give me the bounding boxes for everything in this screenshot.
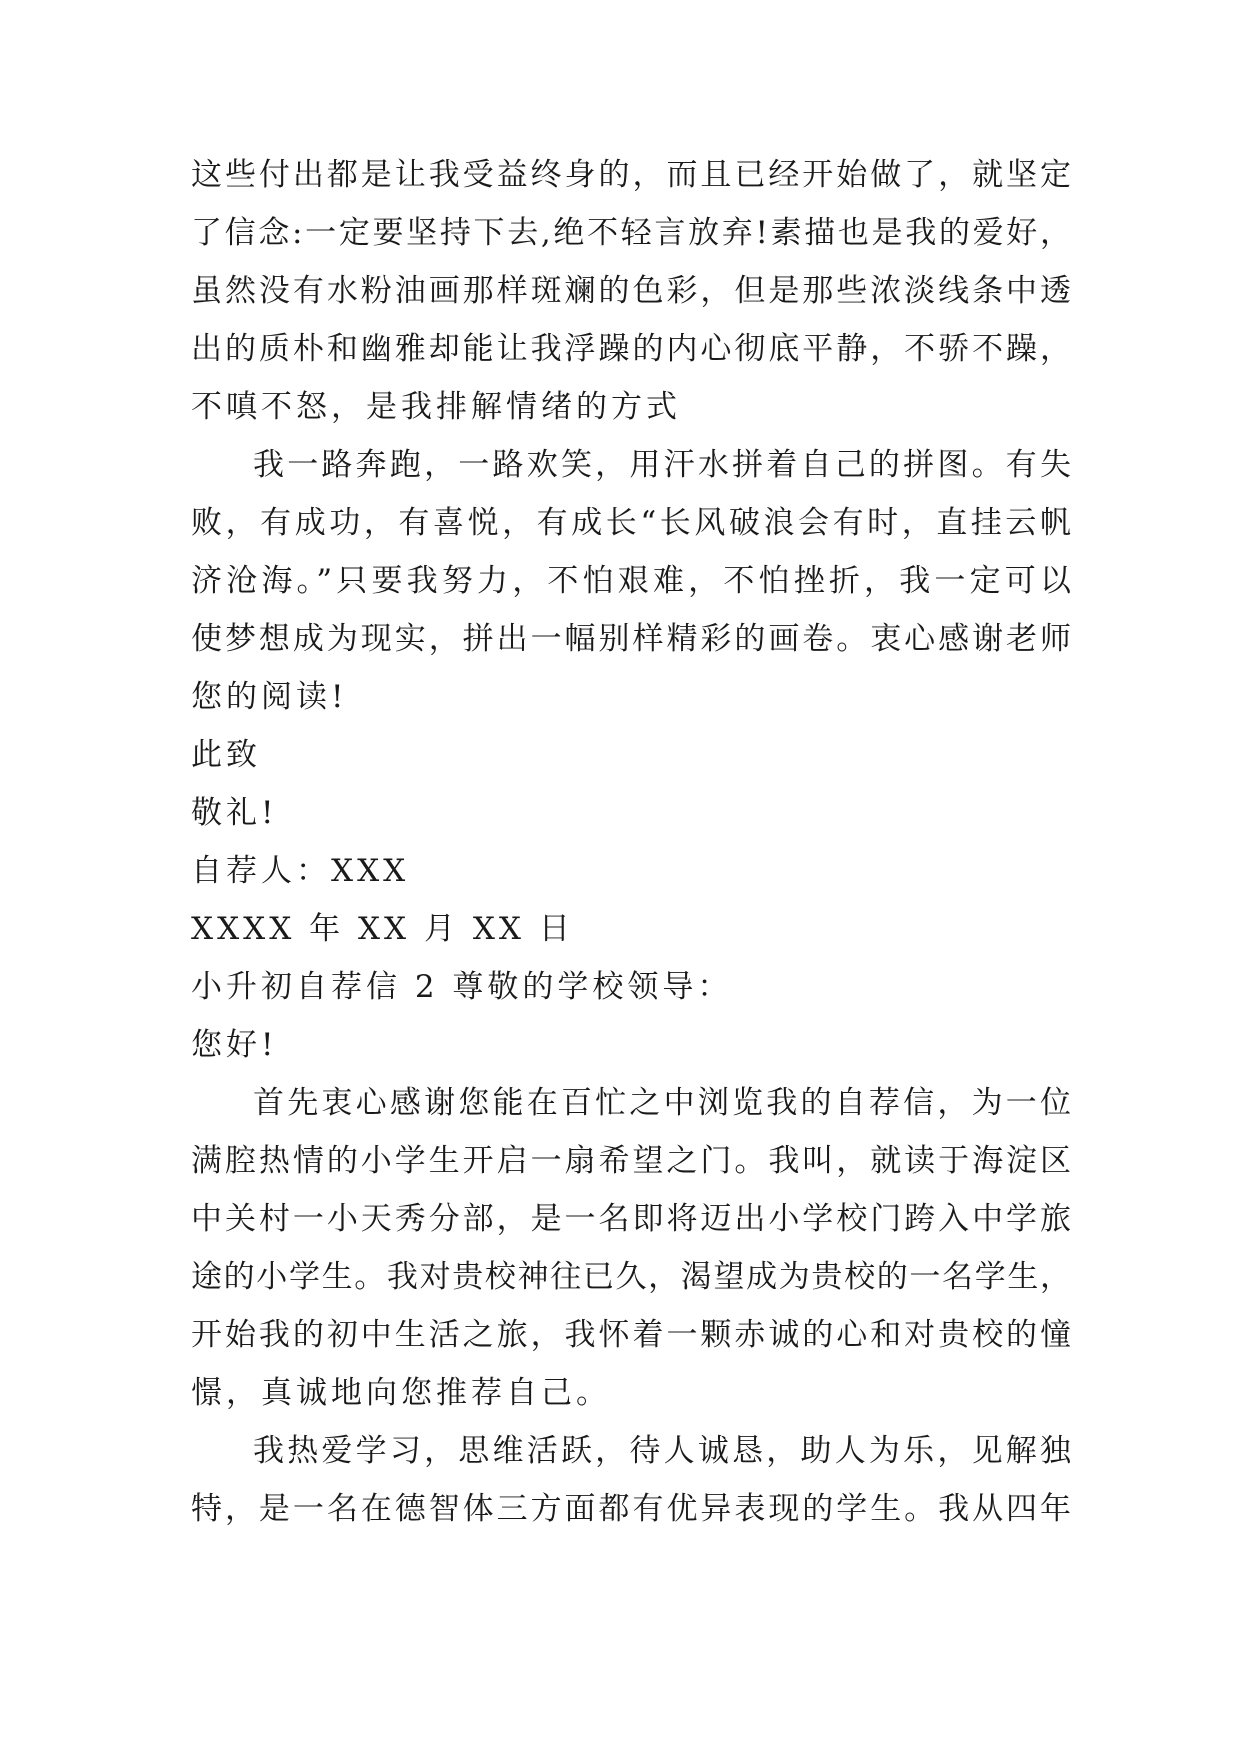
- text-line: 济沧海。”只要我努力，不怕艰难，不怕挫折，我一定可以: [191, 563, 1071, 599]
- document-page: [191, 146, 1071, 1538]
- date-line: XXXX 年 XX 月 XX 日: [191, 911, 574, 947]
- text-line: 途的小学生。我对贵校神往已久，渴望成为贵校的一名学生，: [191, 1259, 1071, 1295]
- text-line: 您的阅读!: [191, 679, 348, 715]
- paragraph-first-line: 我热爱学习，思维活跃，待人诚恳，助人为乐，见解独: [253, 1433, 1071, 1469]
- salutation-line: 敬礼!: [191, 795, 278, 831]
- text-line: 憬，真诚地向您推荐自己。: [191, 1375, 611, 1411]
- section-heading: 小升初自荐信 2 尊敬的学校领导：: [191, 969, 733, 1005]
- text-line: 出的质朴和幽雅却能让我浮躁的内心彻底平静，不骄不躁，: [191, 331, 1071, 367]
- text-line: 满腔热情的小学生开启一扇希望之门。我叫，就读于海淀区: [191, 1143, 1071, 1179]
- text-line: 这些付出都是让我受益终身的，而且已经开始做了，就坚定: [191, 157, 1071, 193]
- text-line: 了信念:一定要坚持下去,绝不轻言放弃!素描也是我的爱好，: [191, 215, 1071, 251]
- signature-line: 自荐人：XXX: [191, 853, 410, 889]
- closing-line: 此致: [191, 737, 261, 773]
- greeting-line: 您好!: [191, 1027, 278, 1063]
- text-line: 特，是一名在德智体三方面都有优异表现的学生。我从四年: [191, 1491, 1071, 1527]
- paragraph-first-line: 首先衷心感谢您能在百忙之中浏览我的自荐信，为一位: [253, 1085, 1071, 1121]
- text-line: 不嗔不怒，是我排解情绪的方式: [191, 389, 681, 425]
- text-line: 虽然没有水粉油画那样斑斓的色彩，但是那些浓淡线条中透: [191, 273, 1071, 309]
- text-line: 中关村一小天秀分部，是一名即将迈出小学校门跨入中学旅: [191, 1201, 1071, 1237]
- text-line: 使梦想成为现实，拼出一幅别样精彩的画卷。衷心感谢老师: [191, 621, 1071, 657]
- text-line: 开始我的初中生活之旅，我怀着一颗赤诚的心和对贵校的憧: [191, 1317, 1071, 1353]
- paragraph-first-line: 我一路奔跑，一路欢笑，用汗水拼着自己的拼图。有失: [253, 447, 1071, 483]
- text-line: 败，有成功，有喜悦，有成长“长风破浪会有时，直挂云帆: [191, 505, 1071, 541]
